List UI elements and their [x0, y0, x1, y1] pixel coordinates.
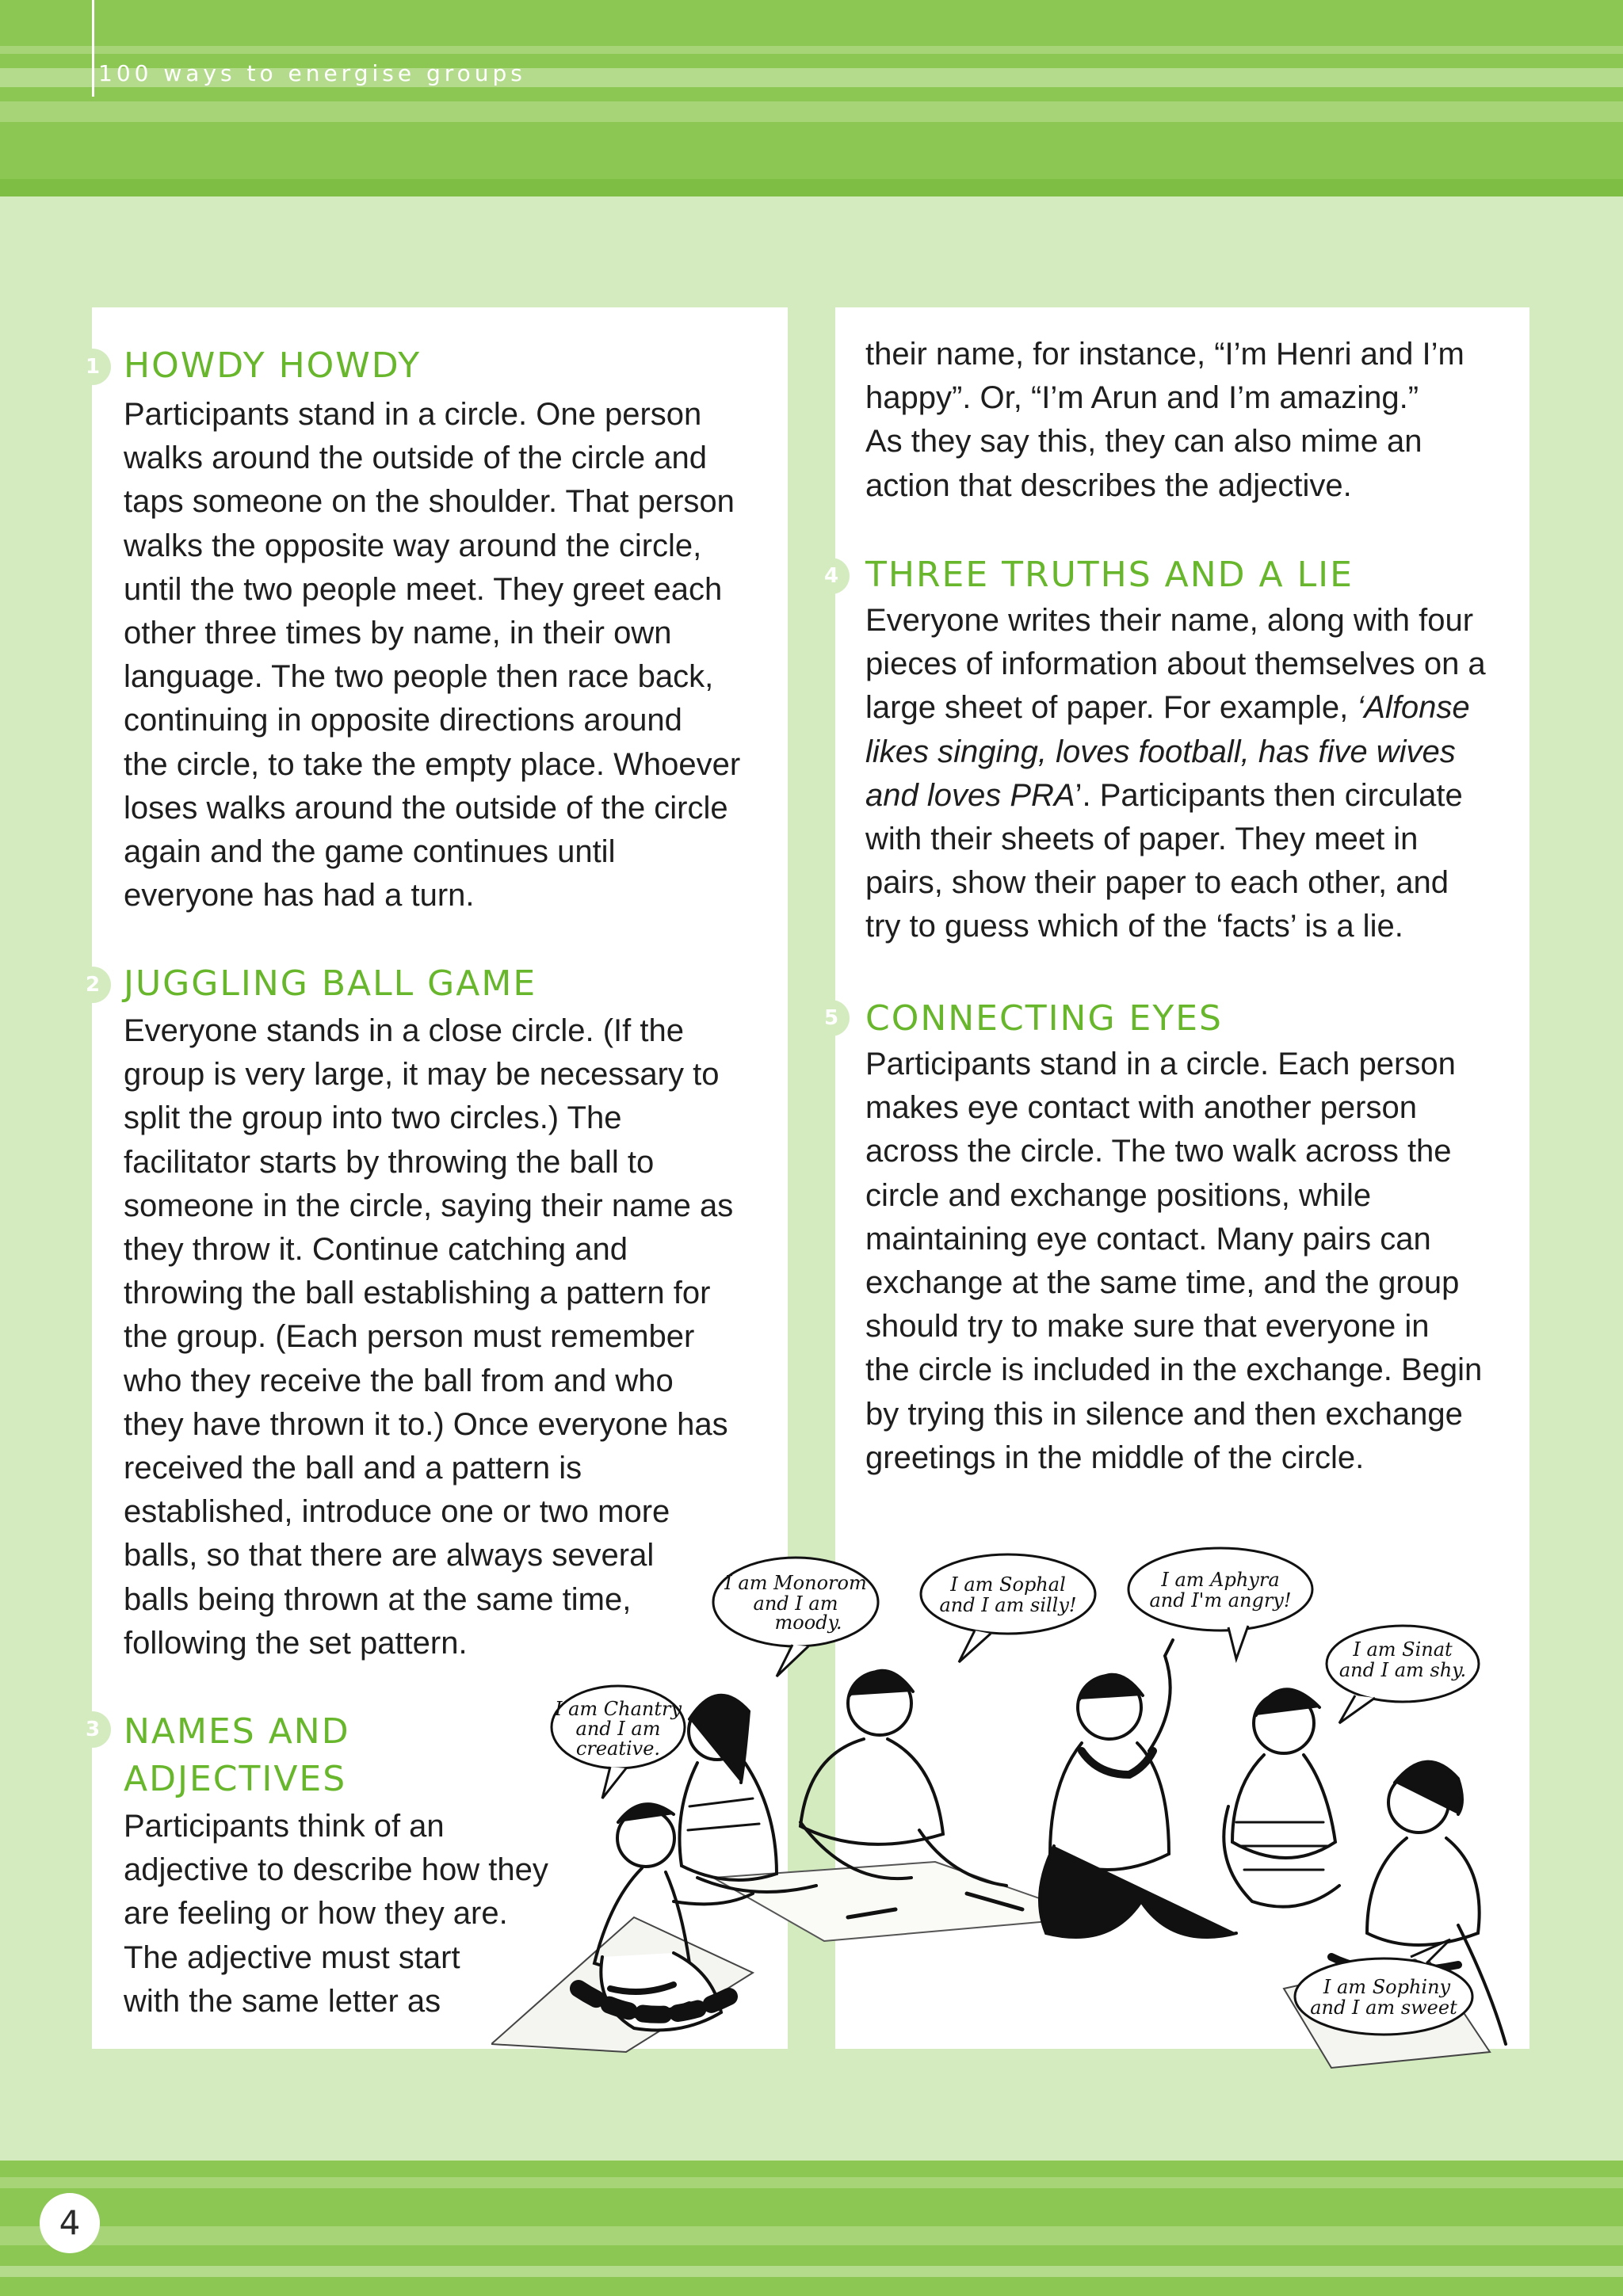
speech-bubble [713, 1558, 878, 1676]
svg-text:I am Monorom: I am Monorom [724, 1572, 867, 1594]
section-title: THREE TRUTHS AND A LIE [865, 555, 1354, 595]
section-number-badge: 1 [74, 349, 111, 385]
section-body: Participants stand in a circle. Each person makes eye contact with another person across the circle. The two walk across the circle and exchange positions, while maintaining eye contact. Many pairs can exchange at the same time, and the group should try to make sure that everyone in the circle is included in the exchange. Begin by trying this in silence and then exchange greetings in the middle of the circle. [865, 1047, 1483, 1475]
running-head: 100 ways to energise groups [98, 60, 526, 86]
speech-bubble [921, 1554, 1095, 1662]
group-circle-illustration [491, 1545, 1553, 2084]
section-title: NAMES AND ADJECTIVES [124, 1711, 350, 1799]
svg-text:and I'm angry!: and I'm angry! [1149, 1589, 1292, 1611]
svg-text:I am Sinat: I am Sinat [1353, 1638, 1453, 1661]
svg-text:and I am shy.: and I am shy. [1338, 1659, 1467, 1681]
svg-text:and I am: and I am [753, 1592, 838, 1615]
section-number-badge: 2 [74, 967, 111, 1003]
svg-text:I am Sophal: I am Sophal [950, 1573, 1066, 1596]
svg-text:I am Chantry: I am Chantry [554, 1698, 682, 1720]
section-body: Participants stand in a circle. One person walks around the outside of the circle and taps someone on the shoulder. That person walks the opposite way around the circle, until the two people meet. They greet each other three times by name, in their own language. The two people then race back, continuing in opposite directions around the circle, to take the empty place. Whoever loses walks around the outside of the circle again and the game continues until everyone has had a turn. [124, 397, 741, 913]
header-rule [92, 0, 94, 97]
svg-text:I am Aphyra: I am Aphyra [1161, 1569, 1280, 1591]
header-stripe [0, 101, 1623, 122]
header-band [0, 0, 1623, 196]
svg-text:and I am: and I am [575, 1718, 661, 1740]
section-body-continued: their name, for instance, “I’m Henri and I’m happy”. Or, “I’m Arun and I’m amazing.” As they say this, they can also mime an action that describes the adjective. [865, 337, 1465, 503]
svg-text:and I am silly!: and I am silly! [939, 1594, 1077, 1616]
svg-text:and I am sweet: and I am sweet [1310, 1997, 1457, 2019]
speech-bubble [552, 1686, 685, 1798]
section-number-badge: 4 [813, 558, 850, 594]
section-number-badge: 3 [74, 1711, 111, 1748]
section-body: Everyone writes their name, along with four pieces of information about themselves on a large sheet of paper. For example, ‘Alfonse likes singing, loves football, has five wives and loves PRA’. Participants then circulate with their sheets of paper. They meet in pairs, show their paper to each other, and try to guess which of the ‘facts’ is a lie. [865, 603, 1486, 944]
section-body: Everyone stands in a close circle. (If the group is very large, it may be necessary to split the group into two circles.) The facilitator starts by throwing the ball to someone in the circle, saying their name as they throw it. Continue catching and throwing the ball establishing a pattern for the group. (Each person must remember who they receive the ball from and who they have thrown it to.) Once everyone has received the ball and a pattern is established, introduce one or two more balls, so that there are always several balls being thrown at the same time, following the set pattern. [124, 1013, 734, 1661]
speech-bubble [1327, 1626, 1479, 1723]
section-number-badge: 5 [813, 1000, 850, 1036]
footer-stripe [0, 2177, 1623, 2188]
svg-text:creative.: creative. [575, 1737, 661, 1760]
footer-stripe [0, 2266, 1623, 2277]
header-stripe [0, 46, 1623, 54]
speech-bubble [1295, 1939, 1472, 2035]
section-title: CONNECTING EYES [865, 998, 1223, 1039]
page-number: 4 [40, 2193, 100, 2253]
svg-text:moody.: moody. [774, 1611, 842, 1634]
section-title: HOWDY HOWDY [124, 345, 422, 386]
speech-bubble [1128, 1548, 1312, 1659]
svg-text:I am Sophiny: I am Sophiny [1323, 1976, 1451, 1998]
section-body: Participants think of an adjective to describe how they are feeling or how they are. The adjective must start with the same letter as [124, 1809, 548, 2019]
header-stripe [0, 179, 1623, 196]
section-title: JUGGLING BALL GAME [124, 963, 537, 1004]
footer-stripe [0, 2226, 1623, 2245]
